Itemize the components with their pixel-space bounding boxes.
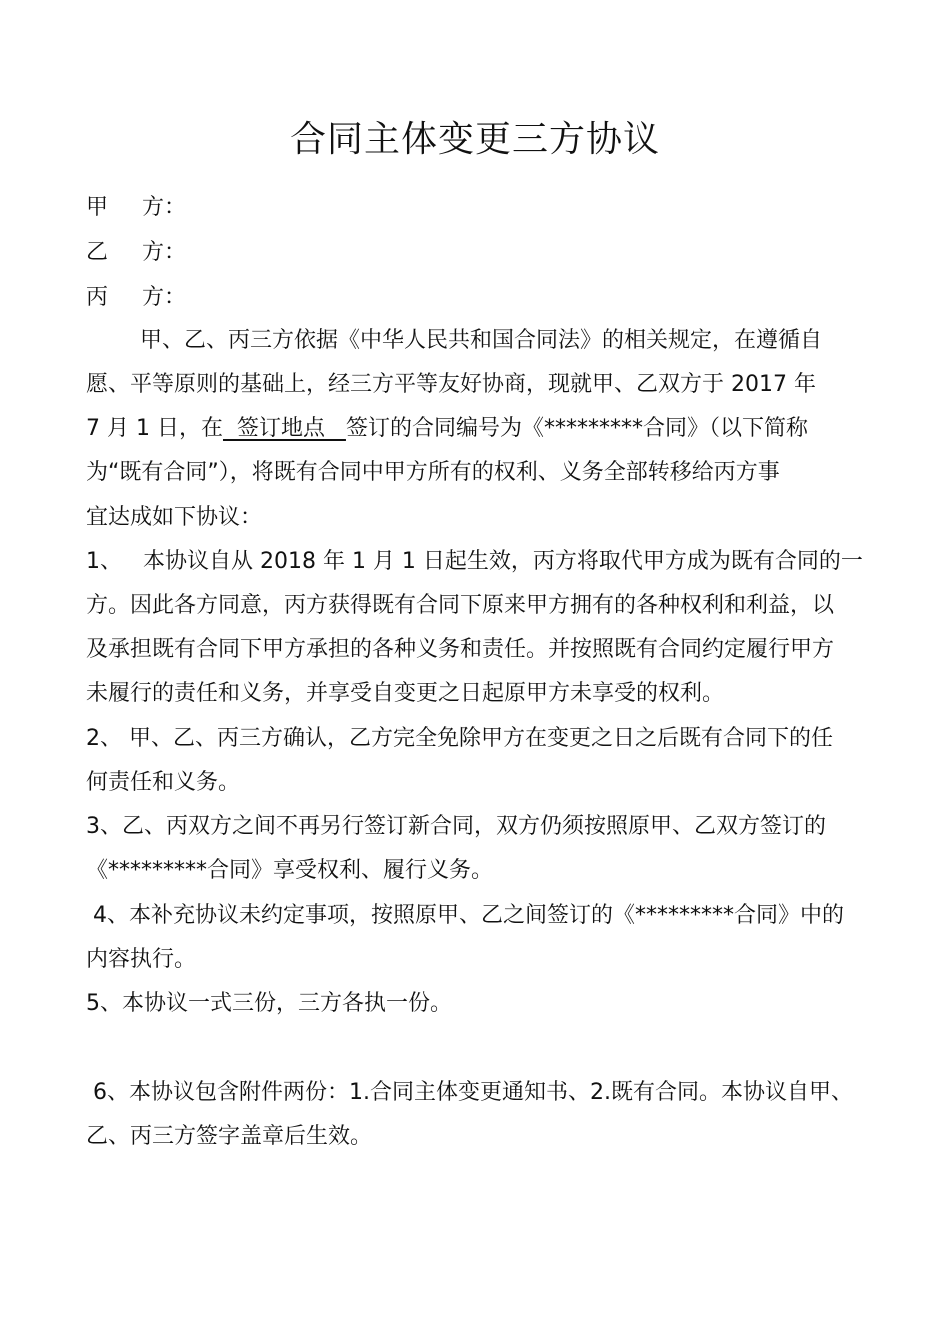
clause-3-line-2: 《*********合同》享受权利、履行义务。: [86, 858, 494, 883]
party-a-label: 甲: [86, 195, 109, 220]
intro-line-5: 宜达成如下协议：: [86, 505, 263, 530]
clause-1-line-4: 未履行的责任和义务，并享受自变更之日起原甲方未享受的权利。: [86, 681, 725, 706]
party-b-label: 乙: [86, 240, 109, 265]
intro-line-4: 为“既有合同”），将既有合同中甲方所有的权利、义务全部转移给丙方事: [86, 460, 780, 485]
intro-line-1: 甲、乙、丙三方依据《中华人民共和国合同法》的相关规定，在遵循自: [140, 328, 823, 353]
intro-line-2: 愿、平等原则的基础上，经三方平等友好协商，现就甲、乙双方于 2017 年: [86, 372, 816, 397]
intro-line-3-start: 7 月 1 日，在: [86, 416, 223, 441]
party-c-line: [86, 283, 186, 313]
clause-6-line-1: 6、本协议包含附件两份：1.合同主体变更通知书、2.既有合同。本协议自甲、: [86, 1080, 853, 1105]
party-a-line: [86, 193, 186, 223]
document-title: 合同主体变更三方协议: [289, 119, 660, 160]
clause-4-line-1: 4、本补充协议未约定事项，按照原甲、乙之间签订的《*********合同》中的: [86, 903, 844, 928]
signing-place-blank: 签订地点: [222, 416, 346, 441]
intro-line-3: [86, 414, 808, 444]
clause-1-line-1: 1、 本协议自从 2018 年 1 月 1 日起生效，丙方将取代甲方成为既有合同的一: [86, 549, 863, 574]
party-a-suffix: 方：: [142, 195, 187, 220]
clause-5-line-1: 5、本协议一式三份，三方各执一份。: [86, 991, 452, 1016]
party-c-suffix: 方：: [142, 285, 187, 310]
intro-line-3-end: 签订的合同编号为《*********合同》（以下简称: [345, 416, 808, 441]
clause-1-line-3: 及承担既有合同下甲方承担的各种义务和责任。并按照既有合同约定履行甲方: [86, 637, 835, 662]
clause-2-line-1: 2、 甲、乙、丙三方确认，乙方完全免除甲方在变更之日之后既有合同下的任: [86, 726, 833, 751]
party-b-suffix: 方：: [142, 240, 187, 265]
clause-1-line-2: 方。因此各方同意，丙方获得既有合同下原来甲方拥有的各种权利和利益，以: [86, 593, 835, 618]
clause-3-line-1: 3、乙、丙双方之间不再另行签订新合同，双方仍须按照原甲、乙双方签订的: [86, 814, 826, 839]
clause-4-line-2: 内容执行。: [86, 947, 197, 972]
clause-6-line-2: 乙、丙三方签字盖章后生效。: [86, 1124, 373, 1149]
clause-2-line-2: 何责任和义务。: [86, 770, 241, 795]
party-b-line: [86, 238, 186, 268]
party-c-label: 丙: [86, 285, 109, 310]
